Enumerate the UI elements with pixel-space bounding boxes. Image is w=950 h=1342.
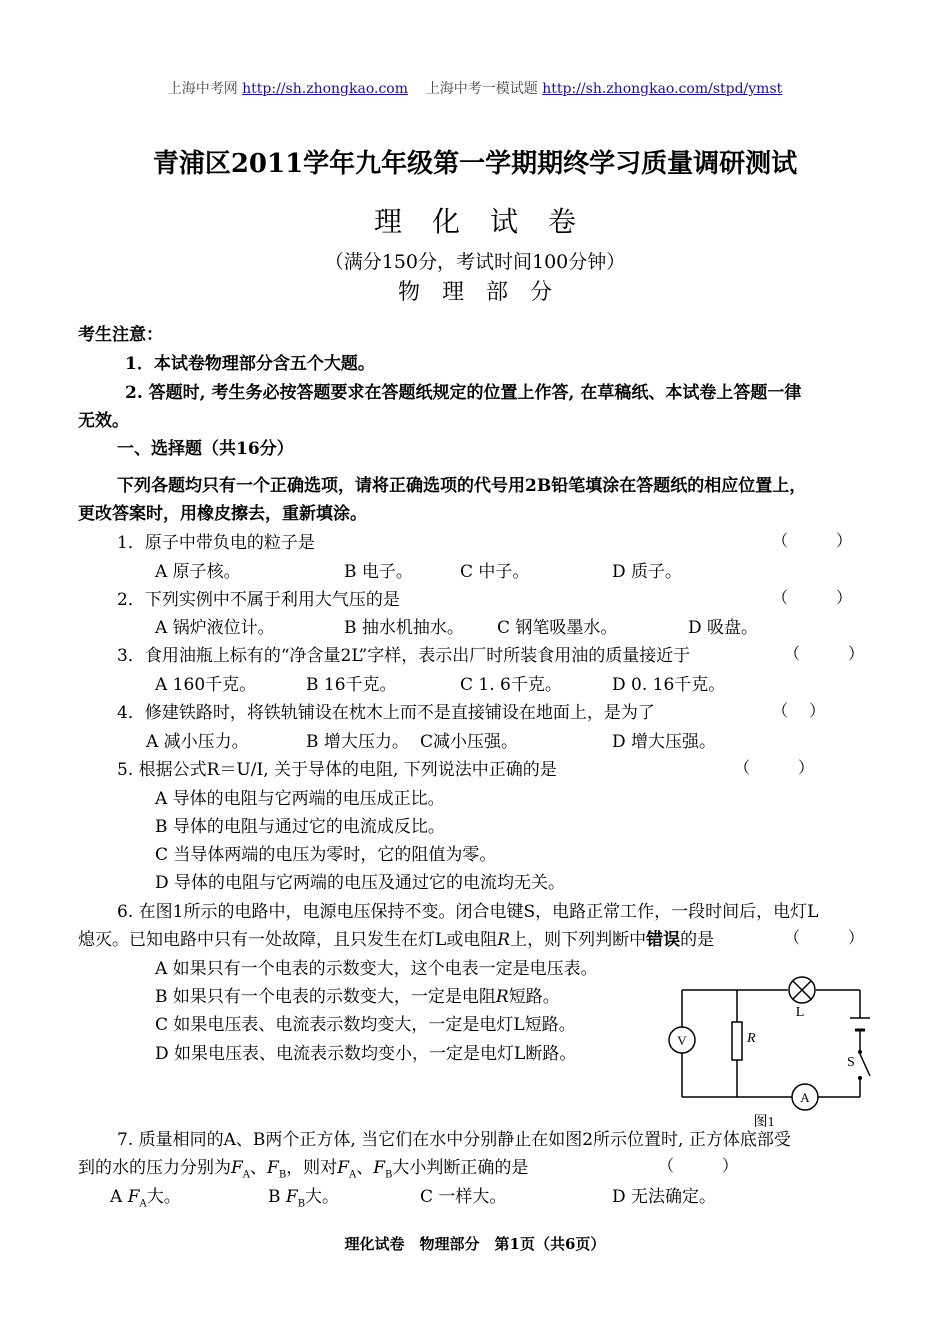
q6-answer-paren: （ ） xyxy=(784,928,865,947)
q2-option-d: D 吸盘。 xyxy=(688,618,759,638)
notice-heading: 考生注意： xyxy=(78,325,163,345)
switch-label: S xyxy=(847,1055,855,1070)
q7-stem-line-2: 到的水的压力分别为$F_A$、$F_B$，则对$F_A$、$F_B$大小判断正确的是 xyxy=(78,1158,529,1181)
q5-option-b: B 导体的电阻与通过它的电流成反比。 xyxy=(155,817,445,837)
q7-option-a: A $F_A$大。 xyxy=(110,1187,181,1210)
lamp-label: L xyxy=(795,1005,805,1020)
q5-option-c: C 当导体两端的电压为零时，它的阻值为零。 xyxy=(155,845,497,865)
resistor-label: R xyxy=(747,1031,756,1046)
page-header xyxy=(0,78,950,98)
site-link[interactable]: http://sh.zhongkao.com xyxy=(242,81,408,97)
q5-stem: 5. 根据公式R＝U/I, 关于导体的电阻, 下列说法中正确的是 xyxy=(117,760,557,780)
q6-option-c: C 如果电压表、电流表示数均变大，一定是电灯L短路。 xyxy=(155,1015,576,1035)
q1-option-c: C 中子。 xyxy=(460,562,530,582)
q7-option-c: C 一样大。 xyxy=(420,1187,507,1207)
q4-option-a: A 减小压力。 xyxy=(146,732,249,752)
section-1-heading: 一、选择题（共16分） xyxy=(117,439,294,459)
q3-option-a: A 160千克。 xyxy=(155,675,257,695)
q7-option-b: B $F_B$大。 xyxy=(268,1187,340,1210)
notice-item-2-line-2: 无效。 xyxy=(78,411,129,431)
q2-stem: 2．下列实例中不属于利用大气压的是 xyxy=(117,590,400,610)
q3-option-c: C 1. 6千克。 xyxy=(460,675,562,695)
q1-stem: 1．原子中带负电的粒子是 xyxy=(117,533,315,553)
q4-stem: 4．修建铁路时，将铁轨铺设在枕木上而不是直接铺设在地面上，是为了 xyxy=(117,703,655,723)
q7-answer-paren: （ ） xyxy=(658,1156,739,1175)
q7-option-d: D 无法确定。 xyxy=(612,1187,717,1207)
q5-option-a: A 导体的电阻与它两端的电压成正比。 xyxy=(155,789,445,809)
exam-title: 青浦区2011学年九年级第一学期期终学习质量调研测试 xyxy=(152,149,798,179)
notice-item-1: 1．本试卷物理部分含五个大题。 xyxy=(125,354,375,374)
circuit-diagram-figure-1 xyxy=(660,970,880,1135)
mock-label: 上海中考一模试题 xyxy=(425,81,538,97)
q2-option-a: A 锅炉液位计。 xyxy=(155,618,275,638)
part-title: 物理部分 xyxy=(397,280,574,305)
q1-option-a: A 原子核。 xyxy=(155,562,241,582)
figure-1-caption: 图1 xyxy=(753,1115,775,1130)
q2-option-c: C 钢笔吸墨水。 xyxy=(497,618,618,638)
q1-option-b: B 电子。 xyxy=(344,562,413,582)
site-label: 上海中考网 xyxy=(167,81,238,97)
q6-option-a: A 如果只有一个电表的示数变大，这个电表一定是电压表。 xyxy=(155,959,598,979)
q4-option-d: D 增大压强。 xyxy=(612,732,717,752)
score-info: （满分150分，考试时间100分钟） xyxy=(324,251,626,273)
q1-option-d: D 质子。 xyxy=(612,562,683,582)
q7-stem-line-1: 7. 质量相同的A、B两个正方体, 当它们在水中分别静止在如图2所示位置时, 正方体底部受 xyxy=(117,1130,791,1150)
exam-subtitle: 理化试卷 xyxy=(373,205,606,238)
q3-option-b: B 16千克。 xyxy=(306,675,397,695)
q6-option-b: B 如果只有一个电表的示数变大，一定是电阻R短路。 xyxy=(155,987,560,1007)
q6-stem-line-1: 6. 在图1所示的电路中，电源电压保持不变。闭合电键S，电路正常工作，一段时间后，电灯L xyxy=(117,902,819,922)
q5-option-d: D 导体的电阻与它两端的电压及通过它的电流均无关。 xyxy=(155,873,566,893)
q4-option-b: B 增大压力。 xyxy=(306,732,409,752)
ammeter-label: A xyxy=(800,1090,810,1105)
q2-option-b: B 抽水机抽水。 xyxy=(344,618,464,638)
mock-link[interactable]: http://sh.zhongkao.com/stpd/ymst xyxy=(542,81,783,97)
notice-item-2-line-1: 2. 答题时, 考生务必按答题要求在答题纸规定的位置上作答, 在草稿纸、本试卷上答题一律 xyxy=(125,383,802,403)
q4-option-c: C减小压强。 xyxy=(420,732,519,752)
page-footer: 理化试卷 物理部分 第1页（共6页） xyxy=(344,1235,606,1253)
q1-answer-paren: （ ） xyxy=(772,531,853,550)
section-1-instructions-line-2: 更改答案时，用橡皮擦去，重新填涂。 xyxy=(78,504,367,524)
q3-answer-paren: （ ） xyxy=(784,644,865,663)
q3-stem: 3．食用油瓶上标有的“净含量2L”字样，表示出厂时所装食用油的质量接近于 xyxy=(117,646,691,666)
q6-stem-line-2: 熄灭。已知电路中只有一处故障，且只发生在灯L或电阻R上，则下列判断中错误的是 xyxy=(78,930,715,950)
q6-option-d: D 如果电压表、电流表示数均变小，一定是电灯L断路。 xyxy=(155,1044,577,1064)
q2-answer-paren: （ ） xyxy=(772,588,853,607)
q4-answer-paren: （ ） xyxy=(772,701,826,720)
q3-option-d: D 0. 16千克。 xyxy=(612,675,726,695)
voltmeter-label: V xyxy=(677,1033,687,1048)
section-1-instructions-line-1: 下列各题均只有一个正确选项，请将正确选项的代号用2B铅笔填涂在答题纸的相应位置上， xyxy=(117,476,807,496)
q5-answer-paren: （ ） xyxy=(734,758,815,777)
